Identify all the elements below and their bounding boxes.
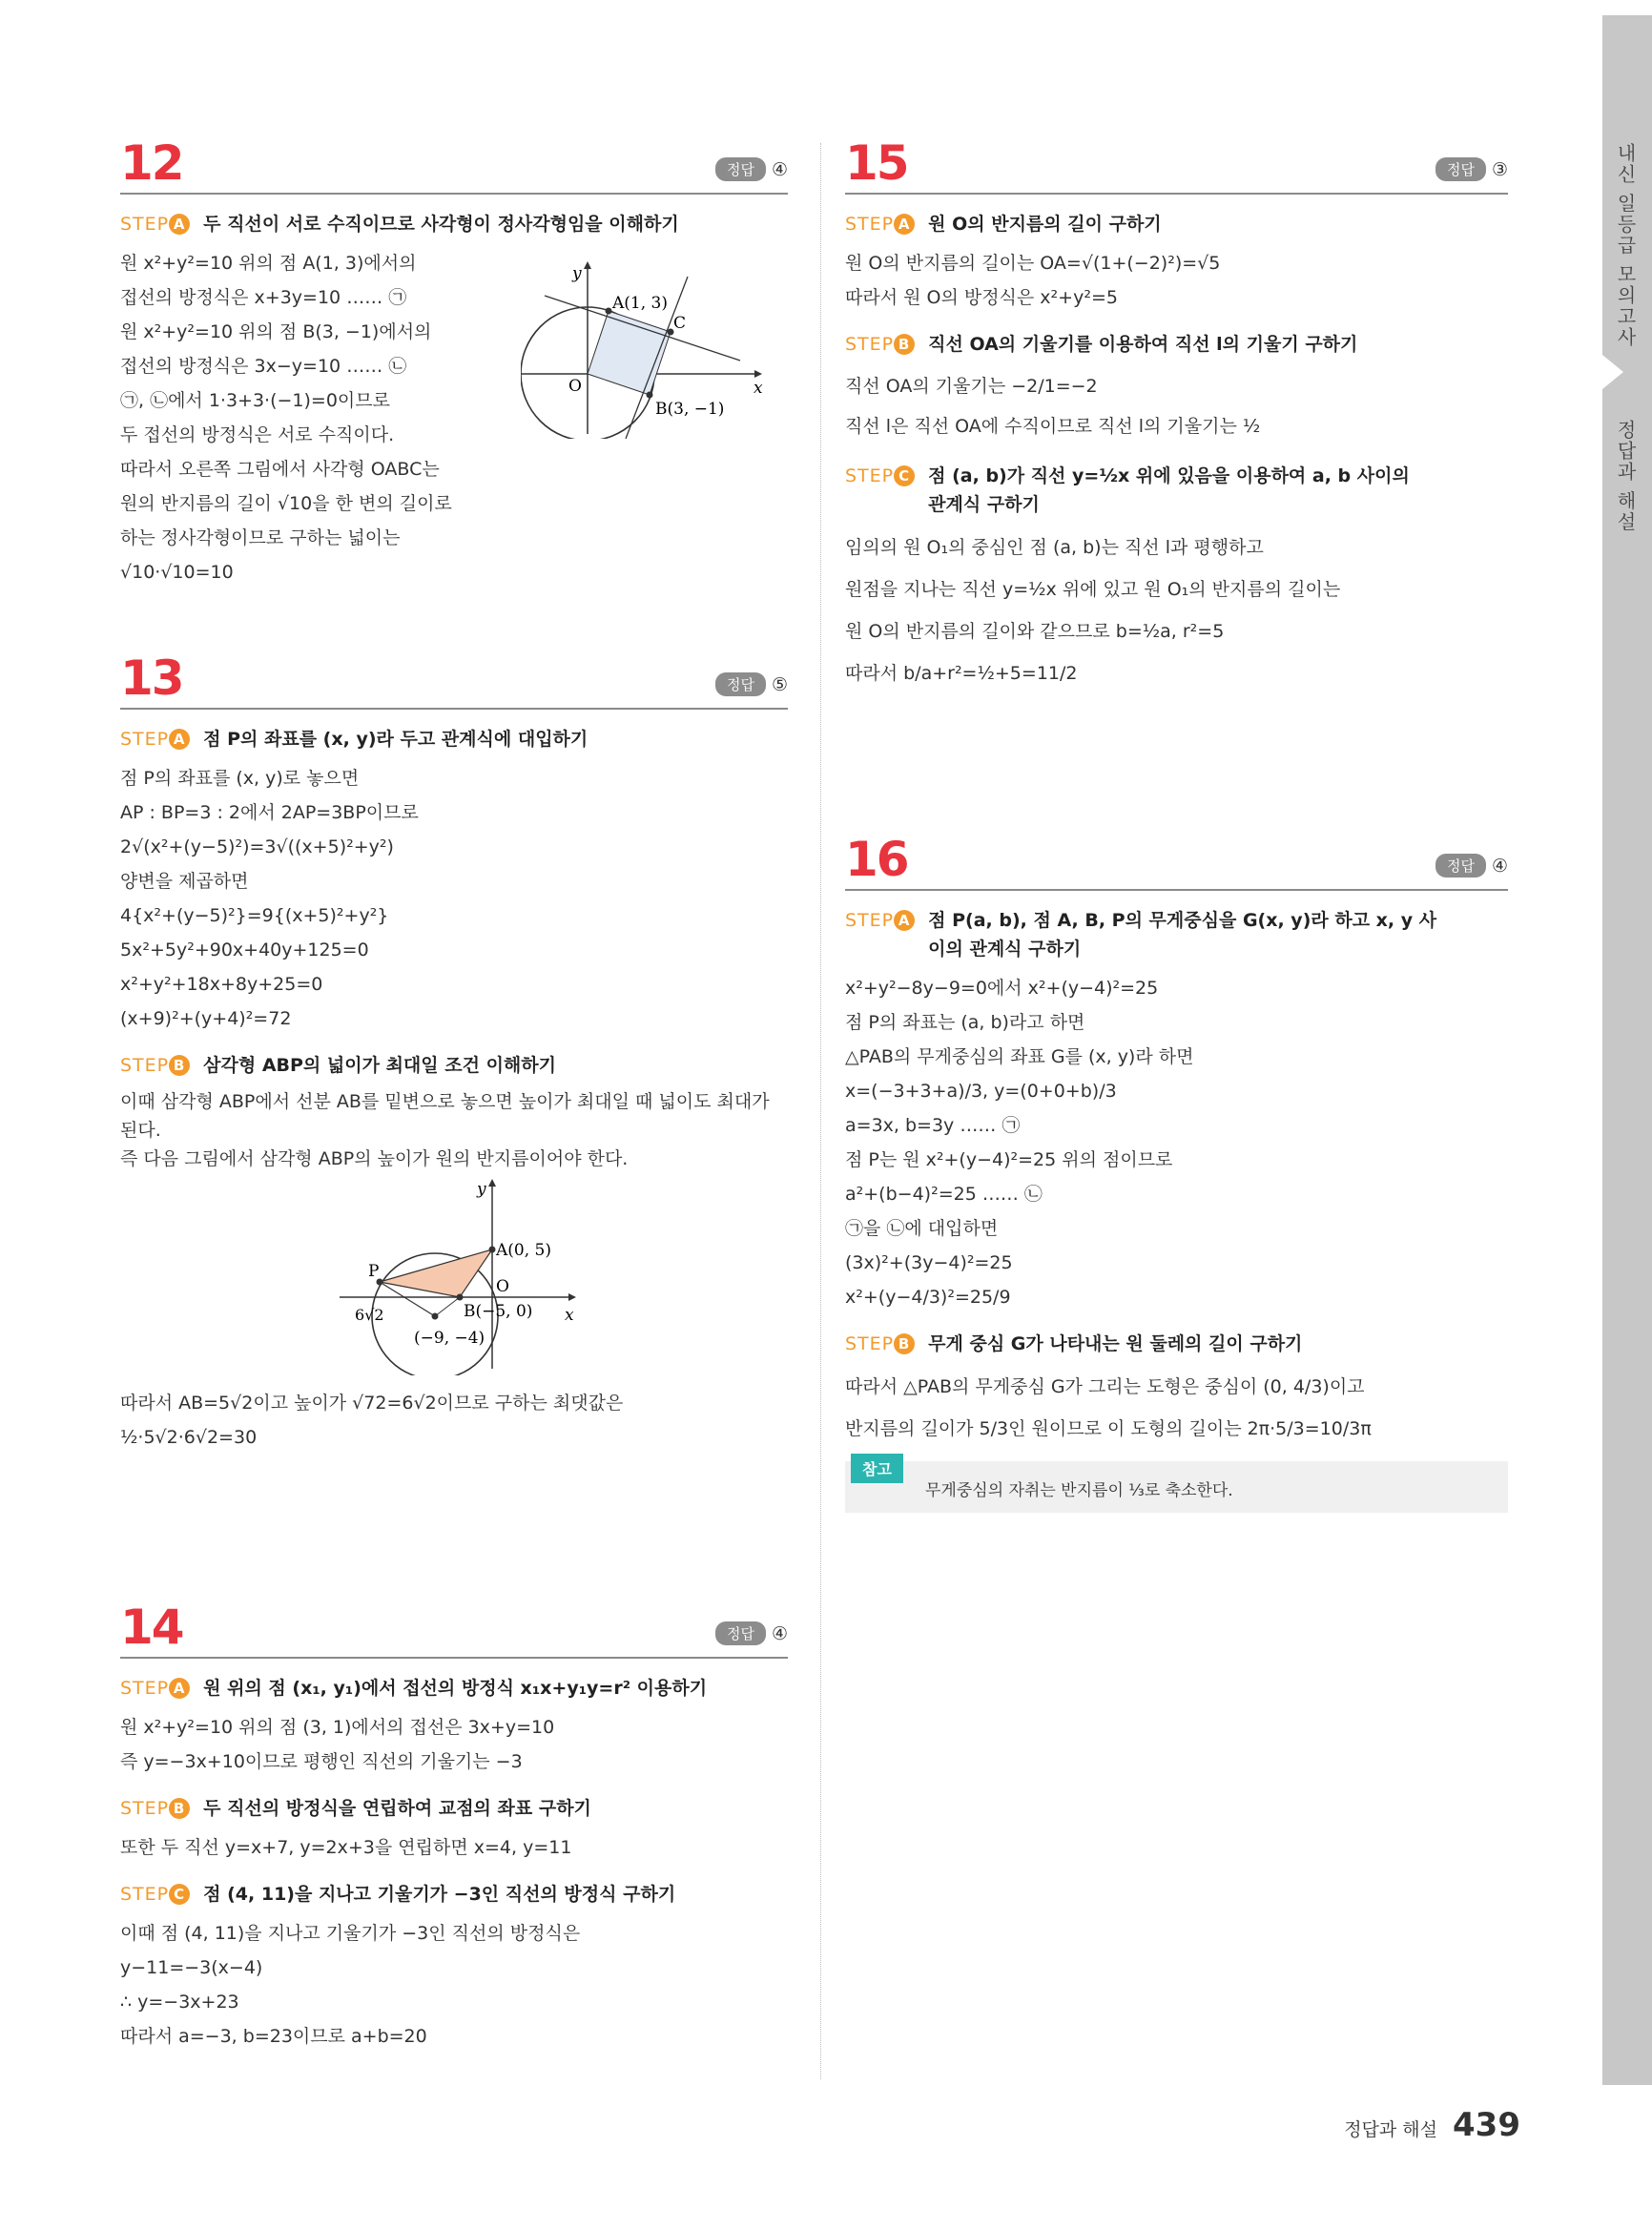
solution-text bbox=[845, 527, 1508, 694]
solution-line: x²+(y−4/3)²=25/9 bbox=[845, 1287, 1011, 1308]
problem-number: 14 bbox=[120, 1600, 183, 1655]
problem-13 bbox=[120, 649, 788, 1455]
origin-label: O bbox=[568, 377, 582, 396]
problem-number: 13 bbox=[120, 650, 183, 706]
note-box bbox=[845, 1461, 1508, 1513]
answer bbox=[715, 157, 788, 181]
problem-number: 16 bbox=[845, 832, 908, 887]
solution-text bbox=[120, 761, 788, 1036]
problem-header bbox=[120, 134, 788, 195]
step-letter-icon: B bbox=[894, 1333, 915, 1354]
step-letter-icon: C bbox=[169, 1884, 190, 1905]
solution-line: 두 접선의 방정식은 서로 수직이다. bbox=[120, 424, 395, 445]
step-label: STEP bbox=[120, 214, 170, 235]
solution-line: 즉 다음 그림에서 삼각형 ABP의 높이가 원의 반지름이어야 한다. bbox=[120, 1148, 629, 1169]
problem-12 bbox=[120, 134, 788, 589]
side-tab-top-label: 내신 일등급 모의고사 bbox=[1614, 143, 1637, 348]
side-tab-arrow-icon bbox=[1602, 355, 1623, 389]
answer-value: ③ bbox=[1491, 158, 1508, 180]
step-b bbox=[845, 330, 1508, 359]
solution-line: 접선의 방정식은 3x−y=10 …… ㉡ bbox=[120, 356, 407, 377]
side-tab-bottom-label: 정답과 해설 bbox=[1614, 420, 1637, 533]
step-label: STEP bbox=[120, 1884, 170, 1905]
step-b bbox=[845, 1330, 1508, 1358]
figure-13 bbox=[340, 1173, 588, 1379]
solution-text bbox=[120, 1386, 788, 1455]
solution-line: 임의의 원 O₁의 중심인 점 (a, b)는 직선 l과 평행하고 bbox=[845, 537, 1264, 558]
step-a bbox=[845, 210, 1508, 238]
step-label: STEP bbox=[845, 1333, 895, 1354]
solution-text bbox=[845, 246, 1508, 315]
note-text: 무게중심의 자취는 반지름이 ⅓로 축소한다. bbox=[925, 1481, 1233, 1500]
solution-line: 따라서 AB=5√2이고 높이가 √72=6√2이므로 구하는 최댓값은 bbox=[120, 1393, 624, 1414]
solution-line: 직선 l은 직선 OA에 수직이므로 직선 l의 기울기는 ½ bbox=[845, 416, 1261, 437]
solution-line: 원 x²+y²=10 위의 점 (3, 1)에서의 접선은 3x+y=10 bbox=[120, 1717, 555, 1738]
solution-line: 이때 삼각형 ABP에서 선분 AB를 밑변으로 놓으면 높이가 최대일 때 넓이도 최대가 된다. bbox=[120, 1091, 770, 1141]
answer-badge: 정답 bbox=[715, 672, 766, 696]
step-label: STEP bbox=[845, 334, 895, 355]
step-b bbox=[120, 1794, 788, 1823]
solution-text bbox=[120, 1710, 788, 1779]
step-title: 점 (4, 11)을 지나고 기울기가 −3인 직선의 방정식 구하기 bbox=[203, 1884, 676, 1905]
solution-line: x²+y²+18x+8y+25=0 bbox=[120, 974, 323, 995]
step-a bbox=[120, 725, 788, 754]
solution-line: (x+9)²+(y+4)²=72 bbox=[120, 1008, 292, 1029]
step-a bbox=[845, 906, 1508, 963]
step-label: STEP bbox=[120, 1678, 170, 1699]
step-title: 점 P(a, b), 점 A, B, P의 무게중심을 G(x, y)라 하고 x, y 사이의 관계식 구하기 bbox=[928, 910, 1437, 960]
axis-y-label: y bbox=[572, 264, 582, 283]
step-label: STEP bbox=[845, 910, 895, 931]
center-label: (−9, −4) bbox=[414, 1329, 485, 1348]
step-title: 두 직선의 방정식을 연립하여 교점의 좌표 구하기 bbox=[203, 1798, 591, 1819]
solution-line: 따라서 △PAB의 무게중심 G가 그리는 도형은 중심이 (0, 4/3)이고 bbox=[845, 1376, 1365, 1397]
page-number: 439 bbox=[1453, 2106, 1520, 2144]
step-letter-icon: A bbox=[894, 910, 915, 931]
column-divider bbox=[820, 143, 821, 2079]
solution-line: 즉 y=−3x+10이므로 평행인 직선의 기울기는 −3 bbox=[120, 1751, 523, 1772]
step-title: 원 O의 반지름의 길이 구하기 bbox=[928, 214, 1162, 235]
problem-14 bbox=[120, 1598, 788, 2054]
step-title: 점 (a, b)가 직선 y=½x 위에 있음을 이용하여 a, b 사이의 관계식 구하기 bbox=[928, 465, 1410, 515]
footer-label: 정답과 해설 bbox=[1344, 2119, 1438, 2140]
step-label: STEP bbox=[845, 214, 895, 235]
solution-line: 원점을 지나는 직선 y=½x 위에 있고 원 O₁의 반지름의 길이는 bbox=[845, 579, 1341, 600]
point-p-label: P bbox=[368, 1262, 380, 1281]
solution-text bbox=[120, 1087, 788, 1173]
step-letter-icon: A bbox=[169, 214, 190, 235]
axis-x-label: x bbox=[565, 1306, 574, 1325]
problem-number: 12 bbox=[120, 135, 183, 191]
answer bbox=[1435, 854, 1508, 878]
step-c bbox=[120, 1880, 788, 1909]
answer-badge: 정답 bbox=[1435, 157, 1486, 181]
step-letter-icon: C bbox=[894, 465, 915, 486]
step-letter-icon: B bbox=[169, 1055, 190, 1076]
step-letter-icon: A bbox=[169, 729, 190, 750]
point-b-label: B(3, −1) bbox=[655, 400, 725, 419]
problem-header bbox=[845, 830, 1508, 891]
point-b-label: B(−5, 0) bbox=[464, 1302, 533, 1321]
solution-text bbox=[120, 246, 521, 589]
solution-line: ㉠, ㉡에서 1·3+3·(−1)=0이므로 bbox=[120, 390, 390, 411]
solution-line: △PAB의 무게중심의 좌표 G를 (x, y)라 하면 bbox=[845, 1046, 1194, 1067]
problem-header bbox=[120, 649, 788, 710]
solution-line: 원 x²+y²=10 위의 점 A(1, 3)에서의 bbox=[120, 253, 417, 274]
point-a-label: A(1, 3) bbox=[612, 294, 668, 313]
point-c-label: C bbox=[673, 314, 687, 333]
answer-value: ④ bbox=[1491, 855, 1508, 877]
step-letter-icon: A bbox=[894, 214, 915, 235]
solution-line: 따라서 원 O의 방정식은 x²+y²=5 bbox=[845, 287, 1118, 308]
solution-line: 점 P는 원 x²+(y−4)²=25 위의 점이므로 bbox=[845, 1149, 1173, 1170]
solution-text bbox=[120, 1830, 788, 1865]
solution-line: x²+y²−8y−9=0에서 x²+(y−4)²=25 bbox=[845, 978, 1159, 999]
solution-line: ∴ y=−3x+23 bbox=[120, 1992, 239, 2013]
solution-text bbox=[845, 366, 1508, 446]
step-a bbox=[120, 1674, 788, 1703]
solution-line: √10·√10=10 bbox=[120, 562, 234, 583]
solution-line: 접선의 방정식은 x+3y=10 …… ㉠ bbox=[120, 287, 407, 308]
step-c bbox=[845, 462, 1508, 519]
solution-line: 4{x²+(y−5)²}=9{(x+5)²+y²} bbox=[120, 905, 389, 926]
solution-line: 원의 반지름의 길이 √10을 한 변의 길이로 bbox=[120, 493, 452, 514]
point-a-label: A(0, 5) bbox=[496, 1241, 551, 1260]
solution-line: ㉠을 ㉡에 대입하면 bbox=[845, 1218, 999, 1239]
step-letter-icon: A bbox=[169, 1678, 190, 1699]
answer-badge: 정답 bbox=[715, 157, 766, 181]
solution-line: 반지름의 길이가 5/3인 원이므로 이 도형의 길이는 2π·5/3=10/3π bbox=[845, 1418, 1372, 1439]
solution-line: 원 O의 반지름의 길이와 같으므로 b=½a, r²=5 bbox=[845, 621, 1225, 642]
radius-label: 6√2 bbox=[355, 1306, 384, 1324]
solution-line: 따라서 a=−3, b=23이므로 a+b=20 bbox=[120, 2026, 427, 2047]
note-badge: 참고 bbox=[851, 1454, 903, 1483]
problem-header bbox=[120, 1598, 788, 1659]
page-footer bbox=[1344, 2106, 1520, 2144]
solution-line: x=(−3+3+a)/3, y=(0+0+b)/3 bbox=[845, 1081, 1117, 1102]
solution-line: 또한 두 직선 y=x+7, y=2x+3을 연립하면 x=4, y=11 bbox=[120, 1837, 572, 1858]
axis-y-label: y bbox=[477, 1180, 486, 1199]
solution-line: 따라서 b/a+r²=½+5=11/2 bbox=[845, 663, 1078, 684]
solution-line: 원 O의 반지름의 길이는 OA=√(1+(−2)²)=√5 bbox=[845, 253, 1221, 274]
step-title: 무게 중심 G가 나타내는 원 둘레의 길이 구하기 bbox=[928, 1333, 1303, 1354]
solution-line: 하는 정사각형이므로 구하는 넓이는 bbox=[120, 527, 401, 548]
solution-line: y−11=−3(x−4) bbox=[120, 1957, 263, 1978]
axis-x-label: x bbox=[754, 379, 763, 398]
solution-line: 따라서 오른쪽 그림에서 사각형 OABC는 bbox=[120, 459, 440, 480]
step-letter-icon: B bbox=[169, 1798, 190, 1819]
solution-line: 원 x²+y²=10 위의 점 B(3, −1)에서의 bbox=[120, 321, 432, 342]
step-title: 직선 OA의 기울기를 이용하여 직선 l의 기울기 구하기 bbox=[928, 334, 1358, 355]
step-label: STEP bbox=[120, 1055, 170, 1076]
solution-line: ½·5√2·6√2=30 bbox=[120, 1427, 258, 1448]
answer bbox=[1435, 157, 1508, 181]
solution-line: 이때 점 (4, 11)을 지나고 기울기가 −3인 직선의 방정식은 bbox=[120, 1923, 581, 1944]
answer-value: ④ bbox=[771, 1622, 788, 1644]
step-title: 삼각형 ABP의 넓이가 최대일 조건 이해하기 bbox=[203, 1055, 556, 1076]
figure-12 bbox=[521, 258, 788, 443]
step-label: STEP bbox=[120, 1798, 170, 1819]
step-title: 두 직선이 서로 수직이므로 사각형이 정사각형임을 이해하기 bbox=[203, 214, 679, 235]
answer-value: ④ bbox=[771, 158, 788, 180]
origin-label: O bbox=[496, 1277, 509, 1296]
problem-15 bbox=[845, 134, 1508, 694]
solution-line: 점 P의 좌표는 (a, b)라고 하면 bbox=[845, 1012, 1085, 1033]
step-label: STEP bbox=[845, 465, 895, 486]
problem-header bbox=[845, 134, 1508, 195]
solution-line: 5x²+5y²+90x+40y+125=0 bbox=[120, 939, 369, 960]
solution-line: a=3x, b=3y …… ㉠ bbox=[845, 1115, 1021, 1136]
solution-line: AP : BP=3 : 2에서 2AP=3BP이므로 bbox=[120, 802, 419, 823]
answer-badge: 정답 bbox=[1435, 854, 1486, 878]
answer bbox=[715, 672, 788, 696]
step-title: 점 P의 좌표를 (x, y)라 두고 관계식에 대입하기 bbox=[203, 729, 589, 750]
step-title: 원 위의 점 (x₁, y₁)에서 접선의 방정식 x₁x+y₁y=r² 이용하기 bbox=[203, 1678, 708, 1699]
solution-line: 직선 OA의 기울기는 −2/1=−2 bbox=[845, 376, 1098, 397]
problem-number: 15 bbox=[845, 135, 908, 191]
step-a bbox=[120, 210, 788, 238]
solution-line: 양변을 제곱하면 bbox=[120, 871, 249, 892]
figure-13-wrap bbox=[120, 1173, 788, 1378]
answer-badge: 정답 bbox=[715, 1621, 766, 1645]
answer bbox=[715, 1621, 788, 1645]
solution-line: 2√(x²+(y−5)²)=3√((x+5)²+y²) bbox=[120, 836, 394, 857]
solution-line: 점 P의 좌표를 (x, y)로 놓으면 bbox=[120, 768, 360, 789]
solution-text bbox=[120, 1916, 788, 2054]
answer-value: ⑤ bbox=[771, 673, 788, 695]
solution-text bbox=[845, 971, 1508, 1314]
step-letter-icon: B bbox=[894, 334, 915, 355]
solution-text bbox=[845, 1366, 1508, 1450]
step-b bbox=[120, 1051, 788, 1080]
solution-line: (3x)²+(3y−4)²=25 bbox=[845, 1252, 1013, 1273]
step-label: STEP bbox=[120, 729, 170, 750]
problem-16 bbox=[845, 830, 1508, 1513]
solution-line: a²+(b−4)²=25 …… ㉡ bbox=[845, 1184, 1043, 1205]
